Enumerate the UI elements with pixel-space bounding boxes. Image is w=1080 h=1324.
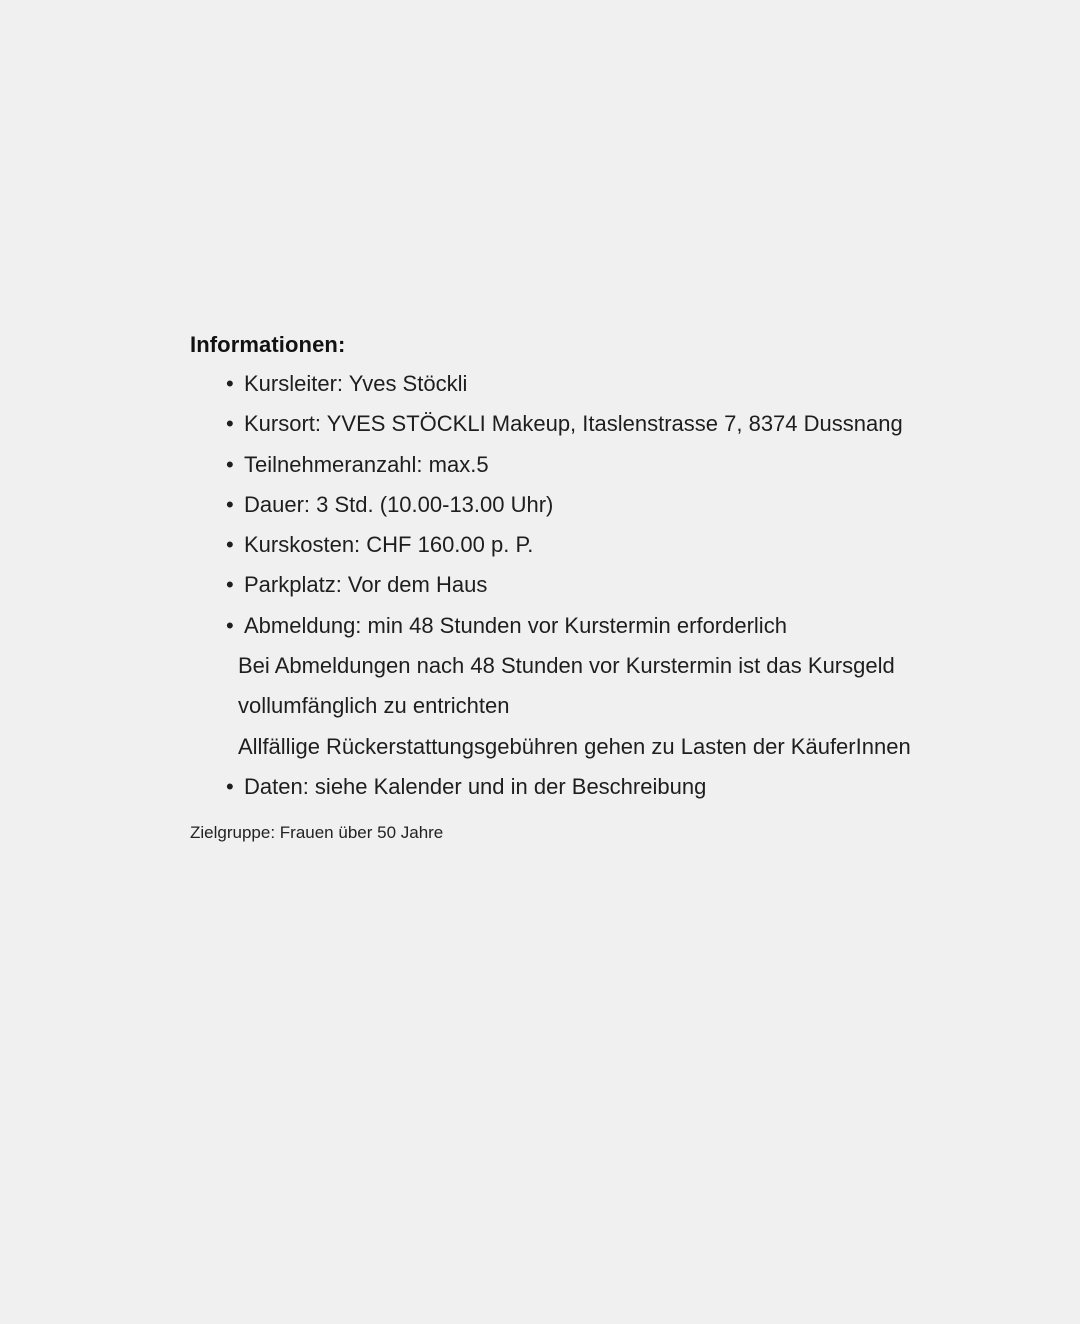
- list-item-dauer: [190, 485, 1050, 525]
- information-list: [190, 364, 1050, 807]
- list-item-abmeldung: [190, 606, 1050, 646]
- list-item-kursort: [190, 404, 1050, 444]
- list-item-text: Teilnehmeranzahl: max.5: [244, 451, 489, 477]
- list-item-text: Kursort: YVES STÖCKLI Makeup, Itaslenstrasse 7, 8374 Dussnang: [244, 411, 903, 437]
- bullet-icon: •: [226, 532, 234, 558]
- list-item-kurskosten: [190, 525, 1050, 565]
- information-section: [190, 328, 1050, 807]
- list-item-text: Kurskosten: CHF 160.00 p. P.: [244, 532, 534, 558]
- bullet-icon: •: [226, 371, 234, 396]
- abmeldung-detail-line: vollumfänglich zu entrichten: [238, 693, 510, 719]
- list-item-daten: [190, 767, 1050, 807]
- list-item-parkplatz: [190, 565, 1050, 605]
- list-item-kursleiter: [190, 364, 1050, 404]
- bullet-icon: •: [226, 411, 234, 437]
- bullet-icon: •: [226, 451, 234, 477]
- list-item-text: Kursleiter: Yves Stöckli: [244, 371, 468, 396]
- target-group-note: Zielgruppe: Frauen über 50 Jahre: [190, 823, 444, 842]
- list-item-teilnehmeranzahl: [190, 445, 1050, 485]
- bullet-icon: •: [226, 773, 234, 799]
- bullet-icon: •: [226, 612, 234, 638]
- bullet-icon: •: [226, 491, 234, 517]
- section-heading: Informationen:: [190, 332, 346, 357]
- abmeldung-detail-line: Allfällige Rückerstattungsgebühren gehen zu Lasten der KäuferInnen: [238, 733, 911, 759]
- list-item-text: Daten: siehe Kalender und in der Beschreibung: [244, 773, 707, 799]
- abmeldung-detail-line: Bei Abmeldungen nach 48 Stunden vor Kurstermin ist das Kursgeld: [238, 653, 895, 679]
- list-item-text: Dauer: 3 Std. (10.00-13.00 Uhr): [244, 491, 554, 517]
- bullet-icon: •: [226, 572, 234, 598]
- list-item-text: Parkplatz: Vor dem Haus: [244, 572, 488, 598]
- list-item-text: Abmeldung: min 48 Stunden vor Kurstermin erforderlich: [244, 612, 787, 638]
